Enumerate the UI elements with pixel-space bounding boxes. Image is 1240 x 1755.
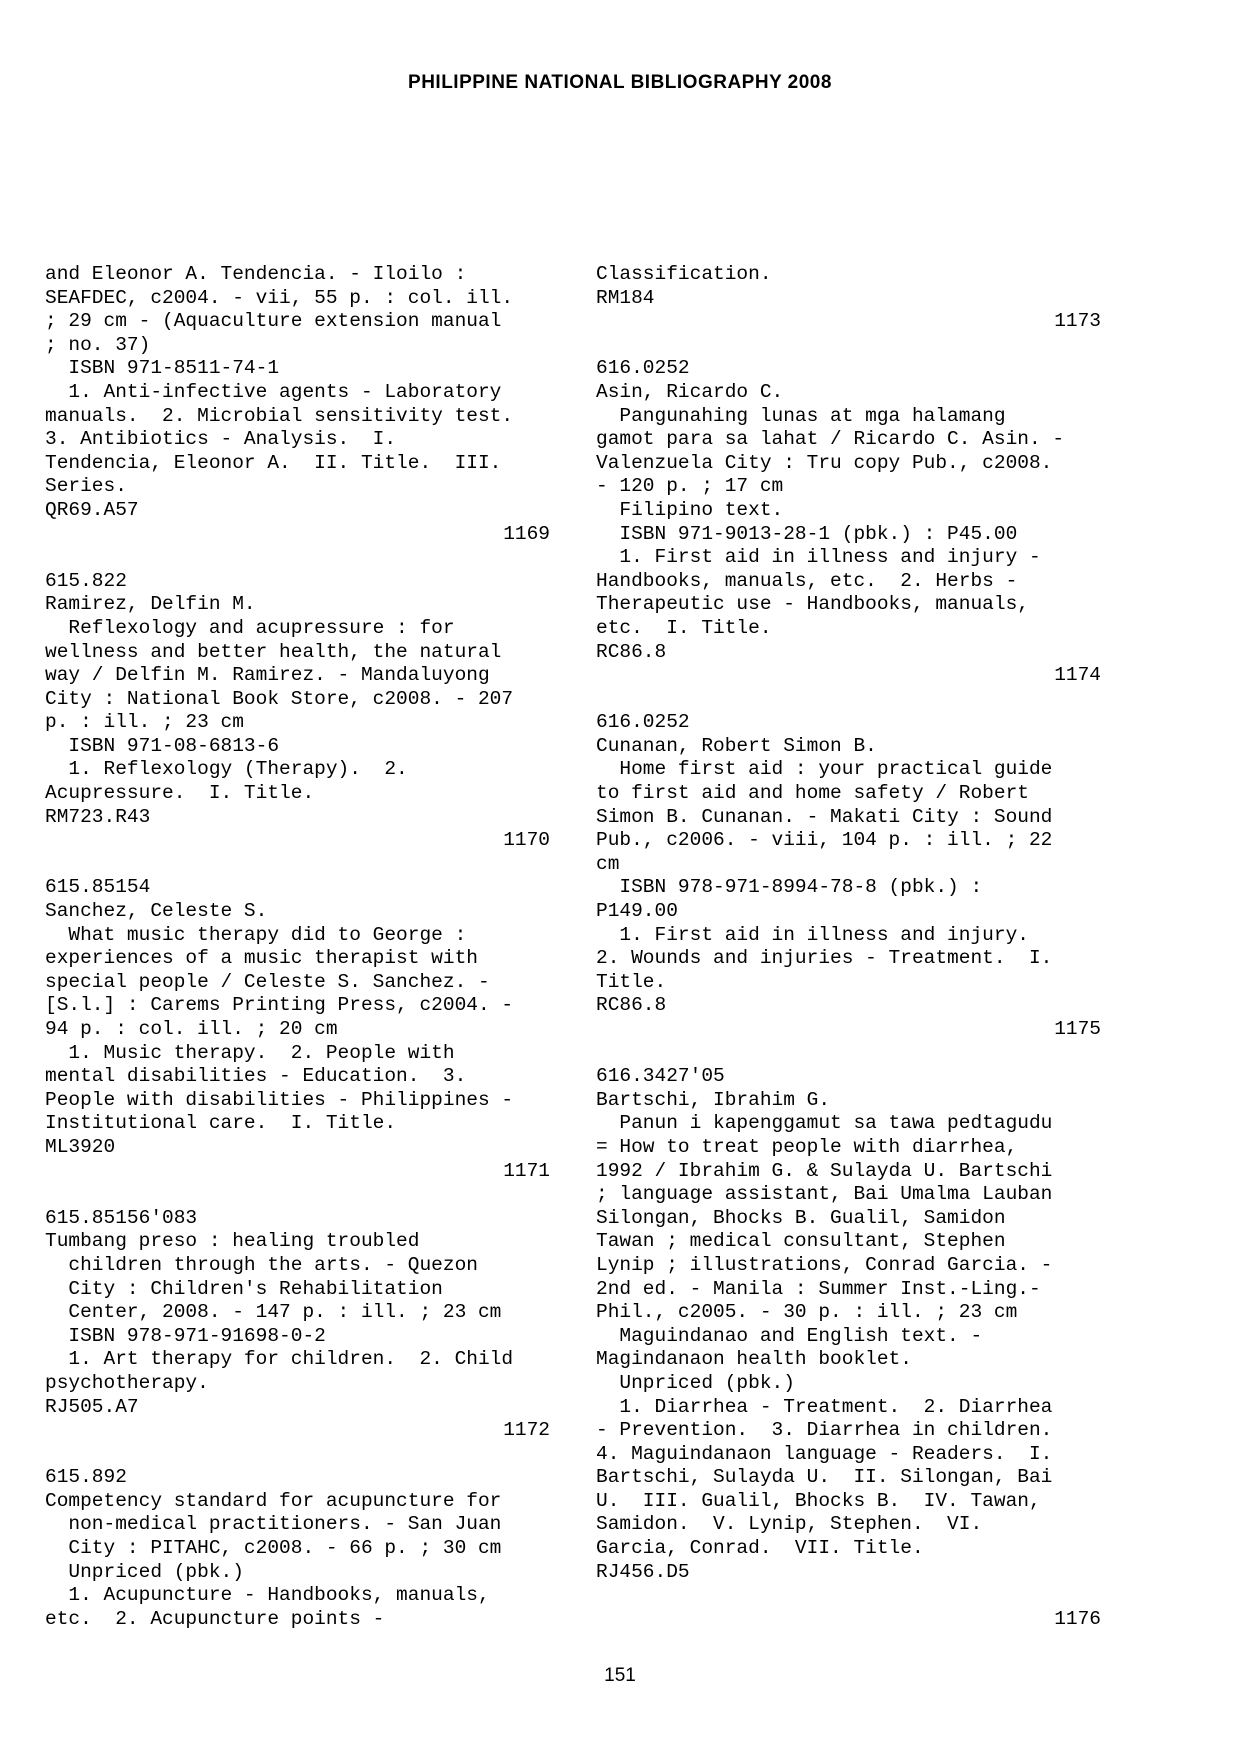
entry-line: special people / Celeste S. Sanchez. -	[45, 970, 490, 993]
entry-line: psychotherapy.	[45, 1371, 209, 1394]
entry-line: 615.822	[45, 569, 127, 592]
entry-line: Lynip ; illustrations, Conrad Garcia. -	[596, 1253, 1053, 1276]
right-column	[596, 263, 1101, 1631]
entry-line: ISBN 978-971-8994-78-8 (pbk.) :	[596, 876, 983, 899]
entry-number: 1170	[503, 829, 550, 852]
entry-number: 1172	[503, 1419, 550, 1442]
entry-line: Unpriced (pbk.)	[596, 1371, 795, 1394]
entry-line: Institutional care. I. Title.	[45, 1112, 397, 1135]
entry-line: Center, 2008. - 147 p. : ill. ; 23 cm	[45, 1301, 502, 1324]
entry-line: 1. First aid in illness and injury -	[596, 546, 1041, 569]
entry-number: 1171	[503, 1159, 550, 1182]
entry-line: to first aid and home safety / Robert	[596, 782, 1029, 805]
entry-line: Cunanan, Robert Simon B.	[596, 734, 877, 757]
entry-line: Reflexology and acupressure : for	[45, 616, 455, 639]
entry-line: [S.l.] : Carems Printing Press, c2004. -	[45, 994, 514, 1017]
entry-line: Series.	[45, 475, 127, 498]
entry-line: Bartschi, Ibrahim G.	[596, 1088, 831, 1111]
entry-line: People with disabilities - Philippines -	[45, 1088, 514, 1111]
entry-line: 615.85154	[45, 876, 151, 899]
entry-line: 4. Maguindanaon language - Readers. I.	[596, 1442, 1053, 1465]
entry-line: Ramirez, Delfin M.	[45, 593, 256, 616]
blank-line	[45, 853, 550, 877]
blank-line	[45, 1183, 550, 1207]
entry-line: children through the arts. - Quezon	[45, 1253, 478, 1276]
entry-line: 616.0252	[596, 711, 690, 734]
entry-line: Valenzuela City : Tru copy Pub., c2008.	[596, 451, 1053, 474]
entry-line: mental disabilities - Education. 3.	[45, 1065, 467, 1088]
entry-line: Magindanaon health booklet.	[596, 1348, 912, 1371]
entry-line: 616.3427'05	[596, 1065, 725, 1088]
entry-line: 94 p. : col. ill. ; 20 cm	[45, 1018, 338, 1040]
entry-line: RJ456.D5	[596, 1560, 690, 1583]
entry-line: 3. Antibiotics - Analysis. I.	[45, 428, 397, 451]
entry-line: Maguindanao and English text. -	[596, 1324, 983, 1347]
entry-line: Therapeutic use - Handbooks, manuals,	[596, 593, 1029, 616]
entry-line: City : National Book Store, c2008. - 207	[45, 687, 514, 710]
entry-line: U. III. Gualil, Bhocks B. IV. Tawan,	[596, 1489, 1041, 1512]
entry-line: 1. Acupuncture - Handbooks, manuals,	[45, 1584, 490, 1607]
entry-line: ; no. 37)	[45, 333, 151, 356]
entry-line: experiences of a music therapist with	[45, 947, 478, 970]
entry-line: Handbooks, manuals, etc. 2. Herbs -	[596, 569, 1018, 592]
entry-line: Pangunahing lunas at mga halamang	[596, 404, 1006, 427]
entry-line: manuals. 2. Microbial sensitivity test.	[45, 404, 514, 427]
entry-line: Simon B. Cunanan. - Makati City : Sound	[596, 805, 1053, 828]
entry-line: Phil., c2005. - 30 p. : ill. ; 23 cm	[596, 1301, 1018, 1324]
entry-line: City : Children's Rehabilitation	[45, 1277, 443, 1300]
entry-number: 1174	[1054, 664, 1101, 687]
entry-line: Competency standard for acupuncture for	[45, 1489, 502, 1512]
entry-line: Silongan, Bhocks B. Gualil, Samidon	[596, 1206, 1006, 1229]
entry-line: way / Delfin M. Ramirez. - Mandaluyong	[45, 664, 490, 687]
entry-line: 1. Music therapy. 2. People with	[45, 1041, 455, 1064]
entry-line: Classification.	[596, 263, 772, 285]
entry-line: - Prevention. 3. Diarrhea in children.	[596, 1419, 1053, 1442]
entry-line: 615.85156'083	[45, 1206, 198, 1229]
entry-line: Pub., c2006. - viii, 104 p. : ill. ; 22	[596, 829, 1053, 852]
entry-line: 616.0252	[596, 357, 690, 380]
entry-line: RC86.8	[596, 640, 667, 663]
entry-line: non-medical practitioners. - San Juan	[45, 1513, 502, 1536]
entry-line: RJ505.A7	[45, 1395, 139, 1418]
entry-line: SEAFDEC, c2004. - vii, 55 p. : col. ill.	[45, 286, 514, 309]
entry-line: Panun i kapenggamut sa tawa pedtagudu	[596, 1112, 1053, 1135]
entry-line: cm	[596, 852, 620, 875]
entry-line: City : PITAHC, c2008. - 66 p. ; 30 cm	[45, 1537, 502, 1560]
entry-line: Title.	[596, 970, 667, 993]
entry-line: wellness and better health, the natural	[45, 640, 502, 663]
entry-line: p. : ill. ; 23 cm	[45, 711, 244, 734]
entry-line: 2nd ed. - Manila : Summer Inst.-Ling.-	[596, 1277, 1041, 1300]
entry-line: 1. Art therapy for children. 2. Child	[45, 1348, 514, 1371]
entry-number: 1173	[1054, 310, 1101, 333]
entry-line: P149.00	[596, 900, 678, 923]
entry-line: 1. Reflexology (Therapy). 2.	[45, 758, 408, 781]
entry-line: Samidon. V. Lynip, Stephen. VI.	[596, 1513, 983, 1536]
entry-line: ISBN 978-971-91698-0-2	[45, 1324, 326, 1347]
entry-line: etc. 2. Acupuncture points -	[45, 1607, 385, 1630]
blank-line	[596, 1042, 1101, 1066]
entry-line: ML3920	[45, 1135, 116, 1158]
entry-line: 1. Diarrhea - Treatment. 2. Diarrhea	[596, 1395, 1053, 1418]
entry-line: 615.892	[45, 1466, 127, 1489]
entry-line: 1992 / Ibrahim G. & Sulayda U. Bartschi	[596, 1159, 1053, 1182]
entry-line: ; 29 cm - (Aquaculture extension manual	[45, 310, 502, 333]
entry-line: RC86.8	[596, 994, 667, 1017]
entry-line: Tendencia, Eleonor A. II. Title. III.	[45, 451, 502, 474]
entry-line: 1. Anti-infective agents - Laboratory	[45, 380, 502, 403]
blank-line	[596, 334, 1101, 358]
entry-number: 1169	[503, 522, 550, 545]
entry-line: Bartschi, Sulayda U. II. Silongan, Bai	[596, 1466, 1053, 1489]
entry-line: QR69.A57	[45, 498, 139, 521]
blank-line	[596, 688, 1101, 712]
entry-line: ; language assistant, Bai Umalma Lauban	[596, 1183, 1053, 1206]
page-number: 151	[604, 1665, 636, 1686]
entry-line: 1. First aid in illness and injury.	[596, 923, 1029, 946]
entry-line: RM184	[596, 286, 655, 309]
entry-line: 2. Wounds and injuries - Treatment. I.	[596, 947, 1053, 970]
entry-line: = How to treat people with diarrhea,	[596, 1135, 1018, 1158]
entry-line: Filipino text.	[596, 498, 784, 521]
entry-line: Tumbang preso : healing troubled	[45, 1230, 420, 1253]
blank-line	[45, 1443, 550, 1467]
entry-line: Garcia, Conrad. VII. Title.	[596, 1537, 924, 1560]
entry-number: 1175	[1054, 1018, 1101, 1040]
entry-line: - 120 p. ; 17 cm	[596, 475, 784, 498]
entry-line: gamot para sa lahat / Ricardo C. Asin. -	[596, 428, 1065, 451]
blank-line	[45, 546, 550, 570]
entry-line: Asin, Ricardo C.	[596, 380, 784, 403]
entry-line: and Eleonor A. Tendencia. - Iloilo :	[45, 263, 467, 285]
entry-line: Unpriced (pbk.)	[45, 1560, 244, 1583]
entry-line: ISBN 971-8511-74-1	[45, 357, 280, 380]
entry-line: Tawan ; medical consultant, Stephen	[596, 1230, 1006, 1253]
blank-line	[596, 1584, 1101, 1608]
entry-line: What music therapy did to George :	[45, 923, 467, 946]
entry-line: etc. I. Title.	[596, 616, 772, 639]
entry-line: Acupressure. I. Title.	[45, 782, 315, 805]
entry-line: RM723.R43	[45, 805, 151, 828]
entry-line: Sanchez, Celeste S.	[45, 900, 268, 923]
entry-number: 1176	[1054, 1607, 1101, 1630]
entry-line: ISBN 971-9013-28-1 (pbk.) : P45.00	[596, 522, 1018, 545]
entry-line: ISBN 971-08-6813-6	[45, 734, 280, 757]
entry-line: Home first aid : your practical guide	[596, 758, 1053, 781]
page-header: PHILIPPINE NATIONAL BIBLIOGRAPHY 2008	[408, 72, 832, 93]
left-column	[45, 263, 550, 1631]
